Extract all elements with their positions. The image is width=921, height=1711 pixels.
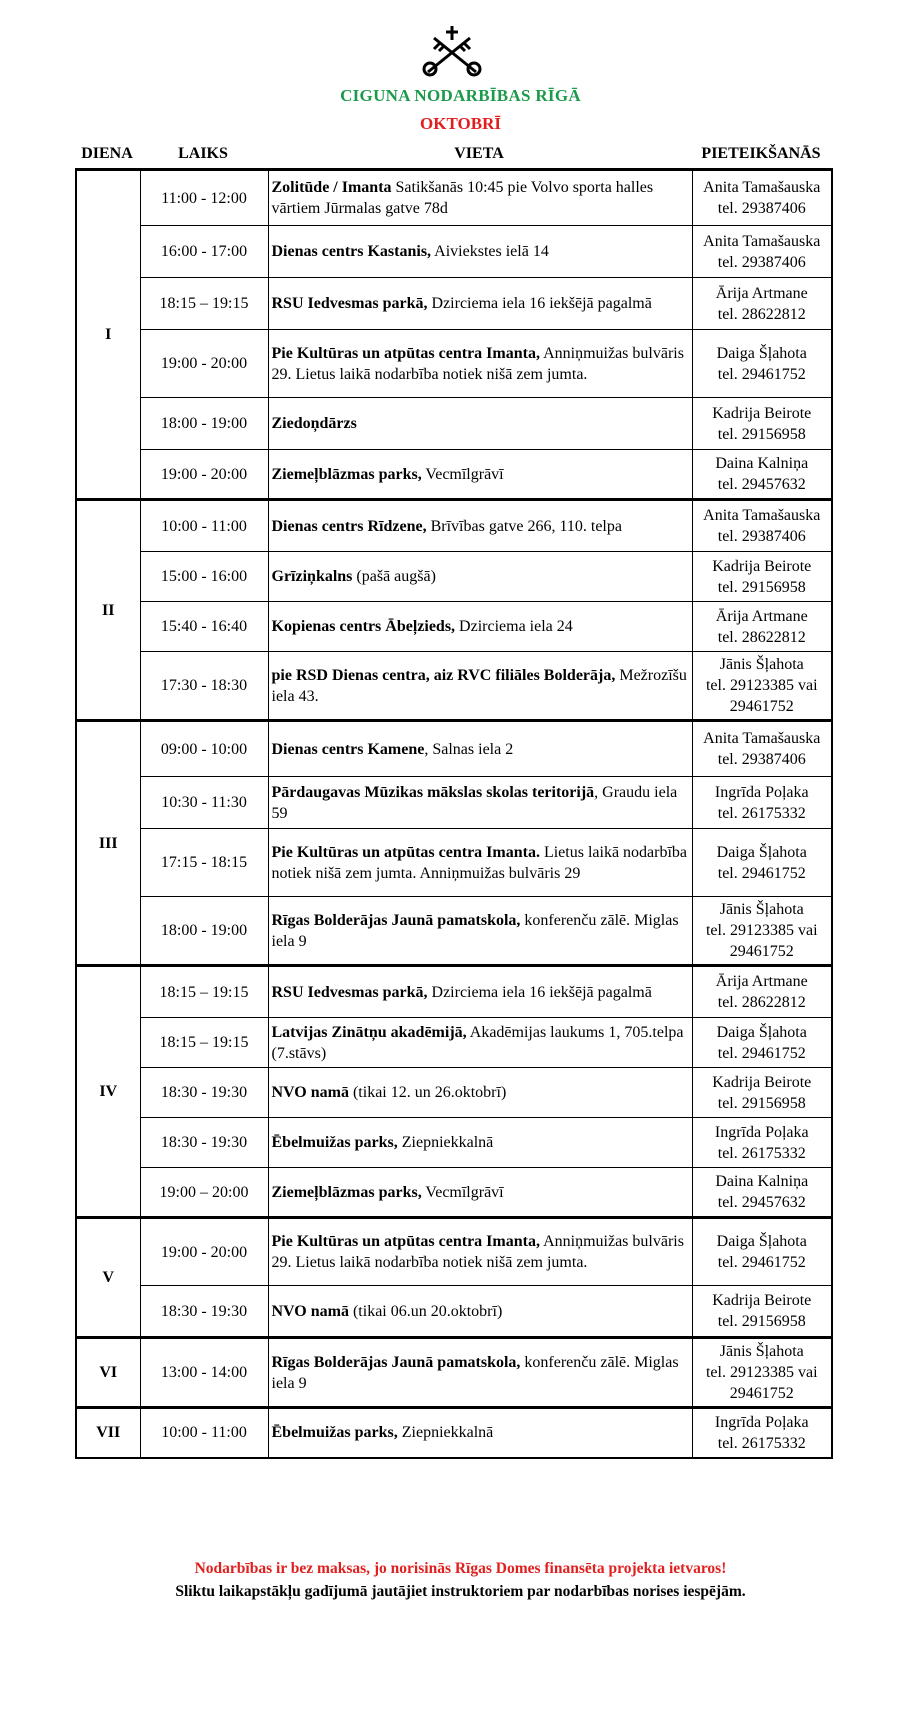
- time-cell: 09:00 - 10:00: [140, 721, 268, 777]
- table-row: [76, 278, 832, 330]
- contact-cell: [692, 721, 832, 777]
- place-details: Ziepniekkalnā: [397, 1134, 494, 1151]
- place-cell: [268, 500, 692, 552]
- place-details: Dzirciema iela 16 iekšējā pagalmā: [427, 983, 652, 1001]
- time-cell: 10:30 - 11:30: [140, 777, 268, 829]
- place-name: Pie Kultūras un atpūtas centra Imanta,: [271, 1233, 540, 1250]
- place-details: konferenču zālē. Miglas iela 9: [271, 1353, 679, 1392]
- place-cell: [268, 552, 692, 602]
- place-cell: [268, 1286, 692, 1338]
- contact-name: Anita Tamašauska: [703, 507, 821, 524]
- contact-cell: [692, 1168, 832, 1218]
- contact-name: Daiga Šļahota: [716, 1233, 807, 1250]
- table-row: [76, 1286, 832, 1338]
- place-name: Rīgas Bolderājas Jaunā pamatskola,: [271, 1353, 521, 1371]
- time-cell: 10:00 - 11:00: [140, 1408, 268, 1458]
- place-details: Dzirciema iela 16 iekšējā pagalmā: [427, 295, 652, 312]
- place-details: Dzirciema iela 24: [455, 618, 573, 635]
- place-name: Ziemeļblāzmas parks,: [271, 465, 422, 483]
- table-row: [76, 398, 832, 450]
- place-cell: [268, 829, 692, 897]
- table-row: [76, 552, 832, 602]
- time-cell: 18:00 - 19:00: [140, 398, 268, 450]
- contact-name: Kadrija Beirote: [712, 1073, 812, 1091]
- place-name: Dienas centrs Kastanis,: [271, 243, 432, 260]
- place-details: (pašā augšā): [352, 568, 436, 585]
- place-details: Mežrozīšu iela 43.: [271, 666, 687, 705]
- day-cell: III: [76, 721, 140, 966]
- day-cell: I: [76, 170, 140, 500]
- header-place: VIETA: [454, 145, 504, 162]
- place-details: , Salnas iela 2: [424, 740, 514, 758]
- day-cell: VII: [76, 1408, 140, 1458]
- contact-cell: [692, 278, 832, 330]
- day-cell: IV: [76, 966, 140, 1218]
- time-cell: 15:00 - 16:00: [140, 552, 268, 602]
- time-cell: 18:15 – 19:15: [140, 1018, 268, 1068]
- place-cell: [268, 226, 692, 278]
- contact-phone: tel. 29156958: [717, 425, 806, 443]
- place-cell: [268, 1168, 692, 1218]
- place-name: RSU Iedvesmas parkā,: [271, 983, 428, 1001]
- contact-name: Kadrija Beirote: [712, 557, 812, 575]
- time-cell: 16:00 - 17:00: [140, 226, 268, 278]
- place-cell: [268, 398, 692, 450]
- place-name: Rīgas Bolderājas Jaunā pamatskola,: [271, 911, 521, 929]
- time-cell: 18:15 – 19:15: [140, 966, 268, 1018]
- table-row: [76, 966, 832, 1018]
- place-cell: [268, 1218, 692, 1286]
- place-cell: [268, 652, 692, 721]
- contact-name: Jānis Šļahota: [719, 901, 804, 918]
- contact-phone: tel. 29387406: [717, 253, 806, 271]
- place-cell: [268, 602, 692, 652]
- table-row: [76, 897, 832, 966]
- place-cell: [268, 721, 692, 777]
- contact-phone: tel. 29461752: [717, 1044, 806, 1062]
- contact-name: Ingrīda Poļaka: [714, 1413, 809, 1431]
- schedule-table: [75, 168, 833, 1459]
- place-details: Anniņmuižas bulvāris 29. Lietus laikā nodarbība notiek nišā zem jumta.: [271, 344, 684, 383]
- place-cell: [268, 450, 692, 500]
- contact-phone: tel. 29123385 vai 29461752: [705, 677, 818, 715]
- place-details: (tikai 06.un 20.oktobrī): [348, 1302, 503, 1320]
- table-row: [76, 330, 832, 398]
- place-name: Dienas centrs Kamene: [271, 740, 425, 758]
- contact-name: Daina Kalniņa: [715, 1173, 809, 1190]
- time-cell: 15:40 - 16:40: [140, 602, 268, 652]
- table-row: [76, 777, 832, 829]
- contact-phone: tel. 29156958: [717, 1313, 806, 1330]
- contact-name: Daiga Šļahota: [716, 1023, 807, 1041]
- contact-phone: tel. 28622812: [717, 305, 806, 323]
- time-cell: 18:15 – 19:15: [140, 278, 268, 330]
- contact-cell: [692, 170, 832, 226]
- contact-cell: [692, 1018, 832, 1068]
- time-cell: 10:00 - 11:00: [140, 500, 268, 552]
- time-cell: 19:00 – 20:00: [140, 1168, 268, 1218]
- place-name: Ēbelmuižas parks,: [271, 1424, 398, 1442]
- time-cell: 13:00 - 14:00: [140, 1338, 268, 1408]
- contact-cell: [692, 1068, 832, 1118]
- place-details: Akadēmijas laukums 1, 705.telpa (7.stāvs): [271, 1023, 684, 1062]
- contact-name: Ārija Artmane: [715, 973, 808, 990]
- contact-cell: [692, 1286, 832, 1338]
- contact-cell: [692, 398, 832, 450]
- place-details: Lietus laikā nodarbība notiek nišā zem jumta. Anniņmuižas bulvāris 29: [271, 843, 688, 882]
- time-cell: 19:00 - 20:00: [140, 330, 268, 398]
- contact-name: Jānis Šļahota: [719, 1343, 804, 1360]
- contact-phone: tel. 26175332: [717, 1434, 806, 1452]
- contact-phone: tel. 29461752: [717, 1254, 806, 1271]
- place-cell: [268, 1068, 692, 1118]
- contact-name: Daiga Šļahota: [716, 344, 807, 362]
- contact-name: Daiga Šļahota: [716, 843, 807, 861]
- place-details: (tikai 12. un 26.oktobrī): [348, 1084, 507, 1101]
- contact-name: Anita Tamašauska: [703, 179, 821, 196]
- place-cell: [268, 1118, 692, 1168]
- table-row: [76, 1118, 832, 1168]
- place-name: Dienas centrs Rīdzene,: [271, 517, 427, 535]
- contact-phone: tel. 29461752: [717, 864, 806, 882]
- contact-phone: tel. 29387406: [717, 751, 806, 768]
- place-name: Pie Kultūras un atpūtas centra Imanta,: [271, 344, 540, 362]
- footer-note-free: Nodarbības ir bez maksas, jo norisinās Rīgas Domes finansēta projekta ietvaros!: [194, 1560, 727, 1577]
- day-cell: VI: [76, 1338, 140, 1408]
- place-name: NVO namā: [271, 1302, 349, 1320]
- contact-cell: [692, 1408, 832, 1458]
- place-name: RSU Iedvesmas parkā,: [271, 295, 428, 312]
- footer-note-weather: Sliktu laikapstākļu gadījumā jautājiet instruktoriem par nodarbības norises iespējām.: [175, 1583, 746, 1600]
- place-cell: [268, 170, 692, 226]
- table-row: [76, 1068, 832, 1118]
- header-time: LAIKS: [178, 145, 228, 162]
- place-details: Aiviekstes ielā 14: [431, 243, 549, 260]
- place-name: Ziemeļblāzmas parks,: [271, 1183, 422, 1201]
- contact-cell: [692, 226, 832, 278]
- contact-cell: [692, 330, 832, 398]
- table-row: [76, 721, 832, 777]
- contact-cell: [692, 602, 832, 652]
- place-name: Ēbelmuižas parks,: [271, 1134, 398, 1151]
- time-cell: 18:30 - 19:30: [140, 1286, 268, 1338]
- place-name: Ziedoņdārzs: [271, 415, 357, 432]
- time-cell: 19:00 - 20:00: [140, 450, 268, 500]
- contact-name: Ingrīda Poļaka: [714, 1123, 809, 1141]
- contact-name: Ārija Artmane: [715, 284, 808, 302]
- table-row: [76, 1218, 832, 1286]
- contact-phone: tel. 28622812: [717, 628, 806, 646]
- contact-name: Ingrīda Poļaka: [714, 783, 809, 801]
- time-cell: 11:00 - 12:00: [140, 170, 268, 226]
- place-name: Pārdaugavas Mūzikas mākslas skolas teritorijā: [271, 783, 595, 801]
- place-details: Brīvības gatve 266, 110. telpa: [426, 517, 622, 535]
- time-cell: 19:00 - 20:00: [140, 1218, 268, 1286]
- table-row: [76, 500, 832, 552]
- contact-phone: tel. 29387406: [717, 528, 806, 545]
- place-details: Satikšanās 10:45 pie Volvo sporta halles vārtiem Jūrmalas gatve 78d: [271, 179, 654, 217]
- contact-cell: [692, 966, 832, 1018]
- page-title: CIGUNA NODARBĪBAS RĪGĀ: [340, 86, 581, 105]
- table-row: [76, 652, 832, 721]
- contact-name: Jānis Šļahota: [719, 656, 804, 673]
- contact-name: Kadrija Beirote: [712, 404, 812, 422]
- contact-phone: tel. 29123385 vai 29461752: [705, 922, 818, 960]
- table-row: [76, 1018, 832, 1068]
- contact-phone: tel. 29461752: [717, 365, 806, 383]
- contact-cell: [692, 777, 832, 829]
- contact-phone: tel. 28622812: [717, 994, 806, 1011]
- table-row: [76, 1338, 832, 1408]
- place-name: Latvijas Zinātņu akadēmijā,: [271, 1023, 467, 1041]
- place-details: , Graudu iela 59: [271, 783, 678, 822]
- contact-phone: tel. 29457632: [717, 476, 806, 493]
- crossed-keys-cross-icon: [420, 24, 484, 80]
- place-details: Vecmīlgrāvī: [421, 1183, 504, 1201]
- place-cell: [268, 966, 692, 1018]
- contact-phone: tel. 29156958: [717, 578, 806, 596]
- contact-name: Kadrija Beirote: [712, 1292, 812, 1309]
- table-row: [76, 226, 832, 278]
- place-cell: [268, 330, 692, 398]
- place-details: Vecmīlgrāvī: [421, 465, 504, 483]
- contact-phone: tel. 26175332: [717, 804, 806, 822]
- contact-cell: [692, 829, 832, 897]
- place-cell: [268, 1018, 692, 1068]
- contact-cell: [692, 552, 832, 602]
- table-row: [76, 170, 832, 226]
- place-details: konferenču zālē. Miglas iela 9: [271, 911, 679, 950]
- contact-cell: [692, 1118, 832, 1168]
- place-name: Kopienas centrs Ābeļzieds,: [271, 618, 456, 635]
- place-name: NVO namā: [271, 1084, 349, 1101]
- page-subtitle: OKTOBRĪ: [420, 114, 501, 133]
- contact-phone: tel. 29123385 vai 29461752: [705, 1364, 818, 1402]
- header-contact: PIETEIKŠANĀS: [701, 145, 821, 162]
- table-row: [76, 450, 832, 500]
- time-cell: 17:30 - 18:30: [140, 652, 268, 721]
- place-name: Pie Kultūras un atpūtas centra Imanta.: [271, 843, 540, 861]
- contact-phone: tel. 29387406: [717, 200, 806, 217]
- time-cell: 18:30 - 19:30: [140, 1068, 268, 1118]
- contact-phone: tel. 26175332: [717, 1144, 806, 1162]
- place-details: Anniņmuižas bulvāris 29. Lietus laikā nodarbība notiek nišā zem jumta.: [271, 1233, 684, 1271]
- table-row: [76, 602, 832, 652]
- place-cell: [268, 278, 692, 330]
- time-cell: 18:30 - 19:30: [140, 1118, 268, 1168]
- place-name: pie RSD Dienas centra, aiz RVC filiāles Bolderāja,: [271, 666, 616, 684]
- time-cell: 17:15 - 18:15: [140, 829, 268, 897]
- contact-cell: [692, 500, 832, 552]
- place-cell: [268, 1338, 692, 1408]
- table-row: [76, 1168, 832, 1218]
- day-cell: V: [76, 1218, 140, 1338]
- day-cell: II: [76, 500, 140, 721]
- header-day: DIENA: [81, 145, 133, 162]
- contact-name: Daina Kalniņa: [715, 455, 809, 472]
- contact-cell: [692, 897, 832, 966]
- contact-name: Anita Tamašauska: [703, 730, 821, 747]
- place-cell: [268, 777, 692, 829]
- place-cell: [268, 1408, 692, 1458]
- contact-name: Ārija Artmane: [715, 607, 808, 625]
- contact-phone: tel. 29156958: [717, 1094, 806, 1112]
- time-cell: 18:00 - 19:00: [140, 897, 268, 966]
- contact-cell: [692, 1338, 832, 1408]
- place-details: Ziepniekkalnā: [397, 1424, 494, 1442]
- place-name: Zolitūde / Imanta: [271, 179, 392, 196]
- table-row: [76, 829, 832, 897]
- table-row: [76, 1408, 832, 1458]
- place-name: Grīziņkalns: [271, 568, 353, 585]
- contact-cell: [692, 450, 832, 500]
- contact-cell: [692, 1218, 832, 1286]
- contact-phone: tel. 29457632: [717, 1194, 806, 1211]
- contact-cell: [692, 652, 832, 721]
- contact-name: Anita Tamašauska: [703, 232, 821, 250]
- place-cell: [268, 897, 692, 966]
